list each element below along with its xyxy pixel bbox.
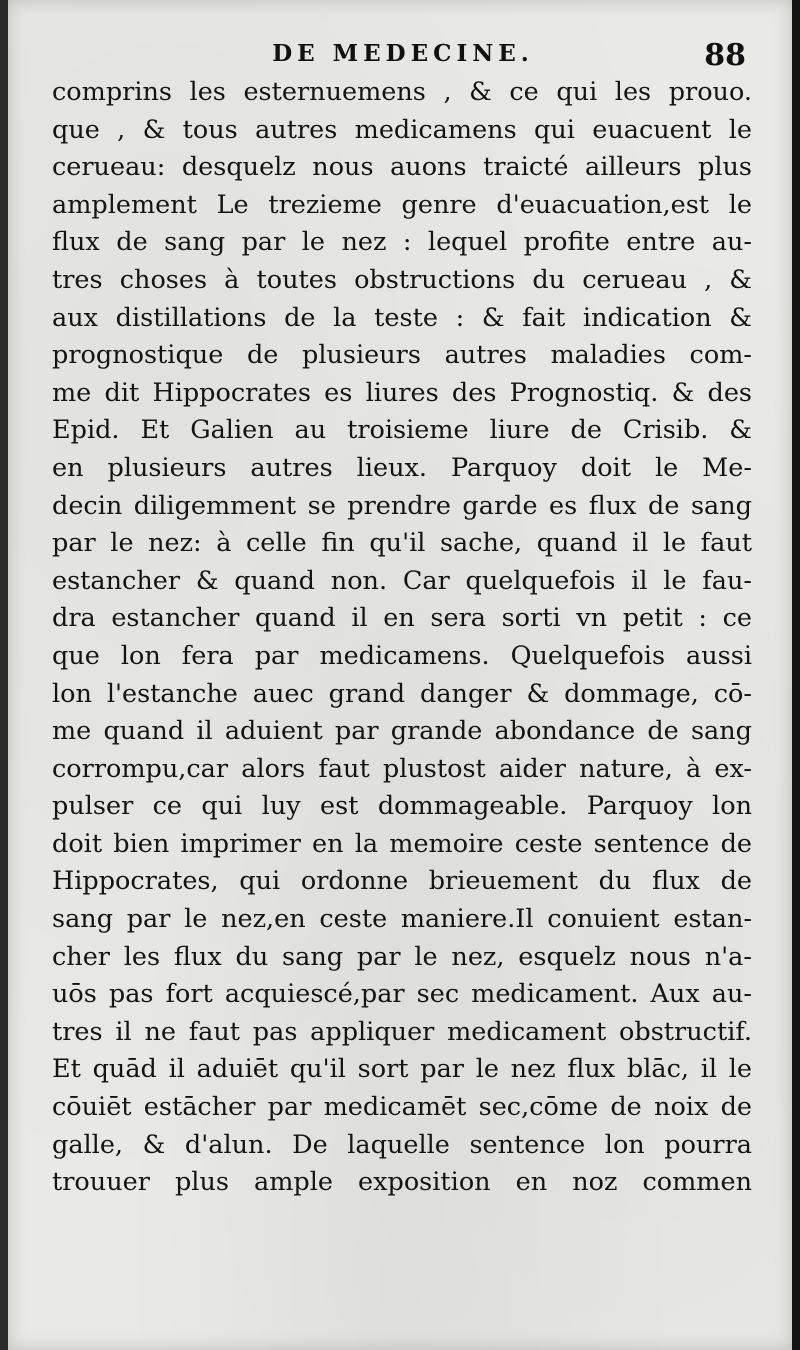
- text-line: sang par le nez,en ceste maniere.Il conuient estan-: [52, 904, 752, 935]
- book-page: [8, 0, 792, 1350]
- text-line: lon l'estanche auec grand danger & dommage, cō-: [52, 678, 752, 709]
- text-line: que lon fera par medicamens. Quelquefois aussi: [52, 640, 752, 671]
- text-line: comprins les esternuemens , & ce qui les prouo.: [52, 77, 752, 107]
- text-line: cerueau: desquelz nous auons traicté ailleurs plus: [52, 152, 752, 183]
- text-line: dra estancher quand il en sera sorti vn petit : ce: [52, 603, 752, 634]
- page-number: 88: [704, 38, 746, 73]
- text-line: tres il ne faut pas appliquer medicament obstructif.: [52, 1016, 752, 1047]
- right-page-edge: [792, 0, 800, 1350]
- text-line: en plusieurs autres lieux. Parquoy doit le Me-: [52, 452, 752, 483]
- text-line: flux de sang par le nez : lequel profite entre au-: [52, 227, 752, 258]
- text-line: cōuiēt estācher par medicamēt sec,cōme de noix de: [52, 1092, 752, 1123]
- running-title: DE MEDECINE.: [272, 40, 534, 67]
- text-line: doit bien imprimer en la memoire ceste sentence de: [52, 828, 752, 859]
- text-line: trouuer plus ample exposition en noz commen: [52, 1167, 752, 1198]
- text-line: aux distillations de la teste : & fait indication &: [52, 302, 752, 333]
- text-line: cher les flux du sang par le nez, esquelz nous n'a-: [52, 941, 752, 972]
- left-page-edge: [0, 0, 8, 1350]
- text-line: me dit Hippocrates es liures des Prognostiq. & des: [52, 377, 752, 408]
- text-line: Et quād il aduiēt qu'il sort par le nez flux blāc, il le: [52, 1054, 752, 1085]
- text-line: corrompu,car alors faut plustost aider nature, à ex-: [52, 753, 752, 784]
- text-line: estancher & quand non. Car quelquefois il le fau-: [52, 565, 752, 596]
- text-line: tres choses à toutes obstructions du cerueau , &: [52, 264, 752, 295]
- text-line: pulser ce qui luy est dommageable. Parquoy lon: [52, 791, 752, 822]
- text-line: decin diligemment se prendre garde es flux de sang: [52, 490, 752, 521]
- text-line: uōs pas fort acquiescé,par sec medicament. Aux au-: [52, 979, 752, 1010]
- text-line: prognostique de plusieurs autres maladies com-: [52, 340, 752, 371]
- text-line: Hippocrates, qui ordonne brieuement du flux de: [52, 866, 752, 897]
- text-line: galle, & d'alun. De laquelle sentence lon pourra: [52, 1129, 752, 1160]
- text-line: par le nez: à celle fin qu'il sache, quand il le faut: [52, 528, 752, 559]
- text-line: amplement Le trezieme genre d'euacuation,est le: [52, 189, 752, 220]
- text-line: Epid. Et Galien au troisieme liure de Crisib. &: [52, 415, 752, 446]
- text-line: me quand il aduient par grande abondance de sang: [52, 716, 752, 747]
- text-line: que , & tous autres medicamens qui euacuent le: [52, 114, 752, 145]
- body-text: [52, 74, 752, 1202]
